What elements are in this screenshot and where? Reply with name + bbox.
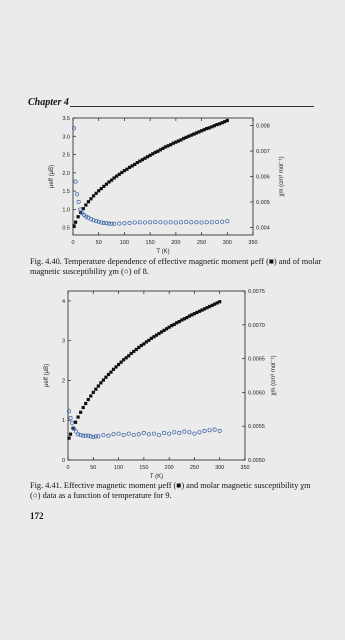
fig441-mu-eff-point bbox=[94, 388, 97, 391]
fig441-x-axis-label: T (K) bbox=[149, 474, 164, 480]
fig440-mu-eff-point bbox=[87, 200, 90, 203]
fig440-chi-m-point bbox=[138, 221, 141, 224]
fig440-x-tick-label: 300 bbox=[222, 240, 232, 246]
fig441-mu-eff-point bbox=[82, 406, 85, 409]
fig440-chi-m-point bbox=[190, 221, 193, 224]
figure-4-41-caption: Fig. 4.41. Effective magnetic moment μeff (■) and molar magnetic susceptibility χm (○) data as a function of temperature for 9. bbox=[30, 481, 311, 501]
fig441-chi-m-point bbox=[198, 431, 201, 434]
figure-4-40-chart bbox=[0, 108, 345, 258]
fig440-chi-m-point bbox=[75, 193, 78, 196]
fig441-y-tick-label: 1 bbox=[61, 418, 65, 425]
fig441-chi-m-point bbox=[102, 433, 105, 436]
fig441-mu-eff-point bbox=[87, 398, 90, 401]
fig440-chi-m-point bbox=[133, 221, 136, 224]
fig441-chi-m-point bbox=[203, 429, 206, 432]
fig441-chi-m-point bbox=[157, 433, 160, 436]
fig441-chi-m-point bbox=[112, 433, 115, 436]
fig440-chi-m-point bbox=[179, 221, 182, 224]
fig440-chi-m-point bbox=[159, 221, 162, 224]
fig441-x-tick-label: 200 bbox=[164, 465, 174, 471]
fig441-mu-eff-point bbox=[109, 371, 112, 374]
fig440-y-tick-label: 3.0 bbox=[62, 134, 70, 141]
fig440-y2-tick-label: 0.008 bbox=[256, 123, 270, 130]
fig441-mu-eff-point bbox=[69, 433, 72, 436]
fig440-y2-tick-label: 0.004 bbox=[256, 225, 270, 232]
fig440-chi-m-point bbox=[154, 220, 157, 223]
fig440-x-tick-label: 100 bbox=[119, 240, 130, 246]
fig441-chi-m-point bbox=[183, 430, 186, 433]
figure-4-40-caption: Fig. 4.40. Temperature dependence of effective magnetic moment μeff (■) and of molar magnetic susceptibility χm (○) of 8. bbox=[30, 257, 322, 277]
fig441-chi-m-point bbox=[122, 433, 125, 436]
fig441-mu-eff-point bbox=[218, 300, 221, 303]
fig440-y-tick-label: 1.5 bbox=[62, 189, 70, 196]
fig440-mu-eff-point bbox=[89, 197, 92, 200]
fig441-x-tick-label: 150 bbox=[139, 465, 149, 471]
fig441-y-tick-label: 3 bbox=[61, 338, 65, 345]
fig440-x-axis-label: T (K) bbox=[156, 249, 170, 255]
fig440-plot-frame bbox=[73, 118, 253, 235]
fig441-chi-m-point bbox=[147, 433, 150, 436]
fig441-x-tick-label: 50 bbox=[90, 465, 97, 471]
fig441-chi-m-point bbox=[213, 428, 216, 431]
fig441-mu-eff-point bbox=[99, 381, 102, 384]
fig440-mu-eff-point bbox=[77, 215, 80, 218]
fig440-chi-m-point bbox=[164, 221, 167, 224]
fig440-chi-m-point bbox=[118, 222, 121, 225]
fig440-y-tick-label: 1.0 bbox=[62, 207, 70, 214]
fig440-chi-m-point bbox=[74, 180, 77, 183]
fig441-y2-axis-label: χm (cm³ mol⁻¹) bbox=[271, 355, 277, 396]
fig441-chi-m-point bbox=[208, 429, 211, 432]
fig441-chi-m-point bbox=[142, 431, 145, 434]
fig441-x-tick-label: 350 bbox=[240, 465, 250, 471]
fig440-chi-m-point bbox=[148, 221, 151, 224]
fig440-chi-m-point bbox=[169, 221, 172, 224]
fig440-y-tick-label: 2.0 bbox=[62, 170, 70, 177]
fig441-x-tick-label: 0 bbox=[66, 465, 70, 471]
fig440-x-tick-label: 150 bbox=[145, 240, 155, 246]
fig441-y2-tick-label: 0.0050 bbox=[248, 458, 265, 464]
figure-4-41-chart bbox=[0, 283, 345, 483]
fig440-chi-m-point bbox=[123, 222, 126, 225]
fig440-y-tick-label: 2.5 bbox=[62, 152, 70, 159]
page-number: 172 bbox=[30, 511, 44, 521]
fig441-mu-eff-point bbox=[92, 391, 95, 394]
fig441-chi-m-point bbox=[132, 433, 135, 436]
fig440-chi-m-point bbox=[77, 200, 80, 203]
fig441-mu-eff-point bbox=[97, 384, 100, 387]
fig441-mu-eff-point bbox=[74, 421, 77, 424]
fig441-y-tick-label: 2 bbox=[61, 378, 65, 385]
fig441-x-tick-label: 300 bbox=[215, 465, 225, 471]
fig440-y2-tick-label: 0.006 bbox=[256, 174, 270, 181]
fig440-y-axis-label: μeff (μB) bbox=[49, 164, 55, 189]
fig440-chi-m-point bbox=[184, 220, 187, 223]
fig441-chi-m-point bbox=[218, 429, 221, 432]
fig440-chi-m-point bbox=[195, 221, 198, 224]
fig440-chi-m-point bbox=[220, 220, 223, 223]
fig441-chi-m-point bbox=[162, 431, 165, 434]
fig441-mu-eff-point bbox=[104, 376, 107, 379]
fig440-chi-m-point bbox=[226, 220, 229, 223]
fig440-mu-eff-point bbox=[226, 119, 229, 122]
fig441-mu-eff-point bbox=[67, 437, 70, 440]
fig440-y2-tick-label: 0.007 bbox=[256, 149, 270, 156]
fig440-mu-eff-point bbox=[72, 224, 75, 227]
fig441-mu-eff-point bbox=[79, 411, 82, 414]
fig441-chi-m-point bbox=[97, 435, 100, 438]
fig441-chi-m-point bbox=[70, 421, 73, 424]
fig440-x-tick-label: 200 bbox=[171, 240, 181, 246]
fig441-chi-m-point bbox=[188, 431, 191, 434]
fig441-y2-tick-label: 0.0065 bbox=[248, 356, 265, 363]
fig441-y-axis-label: μeff (μB) bbox=[44, 363, 50, 388]
fig441-chi-m-point bbox=[107, 434, 110, 437]
fig441-mu-eff-point bbox=[102, 378, 105, 381]
fig441-chi-m-point bbox=[167, 432, 170, 435]
fig441-chi-m-point bbox=[117, 432, 120, 435]
fig441-chi-m-point bbox=[69, 416, 72, 419]
fig441-x-tick-label: 100 bbox=[113, 465, 124, 471]
fig440-y-tick-label: 3.5 bbox=[62, 116, 70, 122]
fig440-chi-m-point bbox=[143, 221, 146, 224]
fig441-chi-m-point bbox=[127, 432, 130, 435]
fig441-chi-m-point bbox=[137, 433, 140, 436]
fig440-x-tick-label: 350 bbox=[248, 240, 258, 246]
fig441-mu-eff-point bbox=[89, 394, 92, 397]
fig440-chi-m-point bbox=[205, 221, 208, 224]
fig441-chi-m-point bbox=[193, 432, 196, 435]
fig440-mu-eff-point bbox=[84, 203, 87, 206]
chapter-header: Chapter 4 bbox=[28, 97, 69, 108]
fig440-x-tick-label: 0 bbox=[71, 240, 75, 246]
fig441-mu-eff-point bbox=[84, 402, 87, 405]
fig441-chi-m-point bbox=[178, 431, 181, 434]
fig440-chi-m-point bbox=[210, 221, 213, 224]
fig440-y2-tick-label: 0.005 bbox=[256, 199, 270, 206]
fig440-y2-axis-label: χm (cm³ mol⁻¹) bbox=[279, 156, 285, 197]
fig441-y-tick-label: 4 bbox=[61, 298, 65, 305]
fig440-chi-m-point bbox=[128, 221, 131, 224]
fig441-mu-eff-point bbox=[77, 415, 80, 418]
fig440-mu-eff-point bbox=[74, 221, 77, 224]
fig441-plot-frame bbox=[68, 291, 245, 460]
fig441-chi-m-point bbox=[152, 432, 155, 435]
fig441-y2-tick-label: 0.0060 bbox=[248, 390, 265, 397]
fig440-y-tick-label: 0.5 bbox=[62, 225, 70, 232]
fig441-y2-tick-label: 0.0075 bbox=[248, 289, 265, 295]
fig441-y-tick-label: 0 bbox=[61, 458, 65, 464]
fig441-y2-tick-label: 0.0070 bbox=[248, 322, 265, 329]
fig440-chi-m-point bbox=[215, 220, 218, 223]
fig440-chi-m-point bbox=[174, 221, 177, 224]
fig441-chi-m-point bbox=[173, 431, 176, 434]
fig440-x-tick-label: 250 bbox=[196, 240, 207, 246]
fig441-y2-tick-label: 0.0055 bbox=[248, 424, 265, 431]
fig440-x-tick-label: 50 bbox=[95, 240, 102, 246]
fig440-chi-m-point bbox=[200, 221, 203, 224]
fig441-x-tick-label: 250 bbox=[189, 465, 200, 471]
header-rule bbox=[70, 106, 314, 107]
